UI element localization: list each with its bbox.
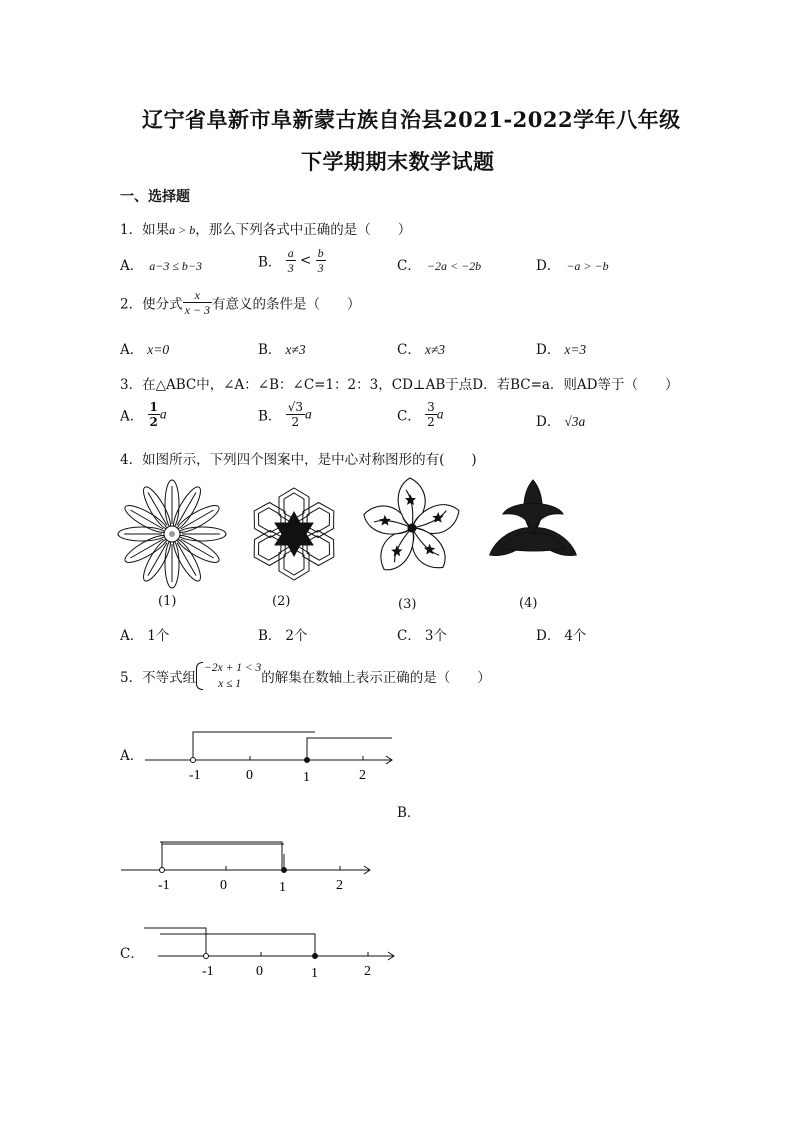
tick-label: -1 [158,878,170,893]
option-text: √3a [564,414,586,429]
option-text: x≠3 [424,342,445,357]
question-2 [120,288,361,317]
fraction-three-halves: $\frac{3}{2}$ [427,400,435,429]
option-label: D． [536,414,561,430]
figure-flower [116,478,228,590]
q1-option-d[interactable] [536,254,609,274]
option-label: A． [120,408,144,425]
q2-prefix: 2．使分式 [120,296,183,313]
option-text: 2个 [285,628,308,644]
var-a: a [159,406,167,422]
inequality-1: −2x + 1 < 3 [204,662,262,674]
tick-label: -1 [202,964,214,979]
option-label: D． [536,628,561,644]
q3-option-c[interactable] [397,400,444,429]
option-label: A． [120,342,144,358]
fraction-sqrt3-over-2: $\frac{√3}{2}$ [287,400,303,429]
option-label: A． [120,258,144,274]
fraction-a-over-3: $\frac{a}{3}$ [287,246,294,275]
inequality-system [196,660,261,692]
option-text: a−3 ≤ b−3 [149,259,203,273]
tick-label: 2 [364,964,371,979]
option-text: x=0 [147,342,170,357]
tick-label: 1 [303,770,310,785]
figure-label-1: (1) [158,594,177,609]
q2-option-d[interactable] [536,338,586,358]
option-label: C． [397,342,421,358]
q4-option-c[interactable] [397,624,447,644]
tick-label: 1 [311,966,318,981]
tick-label: -1 [189,768,201,783]
q3-option-b[interactable] [258,400,312,429]
q5-option-a[interactable]: A． [120,748,144,764]
option-label: D． [536,258,561,274]
figure-bauhinia [362,472,462,584]
option-text: x=3 [564,342,587,357]
option-label: C． [397,258,421,274]
q4-option-d[interactable] [536,624,586,644]
option-text: 1个 [147,628,170,644]
option-text: −2a < −2b [426,259,482,273]
question-5 [120,660,491,692]
q5-prefix: 5．不等式组 [120,670,197,686]
q5-option-b[interactable]: B． [397,805,421,821]
option-label: B． [258,342,282,358]
q4-option-a[interactable] [120,624,169,644]
figure-three-lobes [478,472,588,582]
q1-option-a[interactable] [120,254,202,274]
tick-label: 1 [279,880,286,895]
option-label: B． [258,254,282,271]
q1-prefix: 1．如果 [120,222,170,238]
section-heading: 一、选择题 [120,189,190,205]
q1-suffix: ，那么下列各式中正确的是（ ） [195,222,412,238]
page-subtitle: 下学期期末数学试题 [301,149,495,174]
question-1 [120,218,411,238]
var-a: a [436,406,444,422]
question-3: 3．在△ABC中，∠A：∠B：∠C=1：2：3，CD⊥AB于点D．若BC=a．则AD等于（ ） [120,377,679,393]
option-label: B． [258,628,282,644]
q1-condition: a > b [169,223,196,237]
option-label: C． [397,628,421,644]
option-label: D． [536,342,561,358]
q4-option-b[interactable] [258,624,308,644]
tick-label: 0 [246,768,253,783]
q5-suffix: 的解集在数轴上表示正确的是（ ） [261,670,491,686]
tick-label: 2 [359,768,366,783]
option-text: x≠3 [285,342,306,357]
inequality-2: x ≤ 1 [218,678,242,690]
q3-option-d[interactable] [536,410,585,430]
figure-hexagons-star [236,478,352,590]
q2-option-c[interactable] [397,338,445,358]
page-title: 辽宁省阜新市阜新蒙古族自治县2021-2022学年八年级 [142,107,681,132]
tick-label: 0 [220,878,227,893]
fraction-one-half: $\frac{1}{2}$ [149,400,158,429]
fraction-b-over-3: $\frac{b}{3}$ [317,246,324,275]
q3-option-a[interactable] [120,400,167,429]
figure-label-3: (3) [398,597,417,612]
q1-option-b[interactable] [258,246,326,275]
tick-label: 2 [336,878,343,893]
q2-option-b[interactable] [258,338,306,358]
option-label: B． [258,408,282,425]
figure-label-4: (4) [519,596,538,611]
q1-option-c[interactable] [397,254,481,274]
option-text: 4个 [564,628,587,644]
number-line-c [140,920,402,982]
option-label: C． [397,408,421,425]
q2-fraction: $\frac{x}{x - 3}$ [184,288,211,317]
option-text: 3个 [424,628,447,644]
option-text: −a > −b [566,259,609,273]
q2-option-a[interactable] [120,338,169,358]
number-line-b [118,834,378,896]
tick-label: 0 [256,964,263,979]
q5-option-c[interactable]: C． [120,946,144,962]
var-a: a [305,406,312,422]
option-label: A． [120,628,144,644]
less-than: < [300,252,312,269]
q2-suffix: 有意义的条件是（ ） [212,296,361,313]
question-4: 4．如图所示，下列四个图案中，是中心对称图形的有( ) [120,452,477,468]
figure-label-2: (2) [272,594,291,609]
number-line-a [140,724,400,786]
